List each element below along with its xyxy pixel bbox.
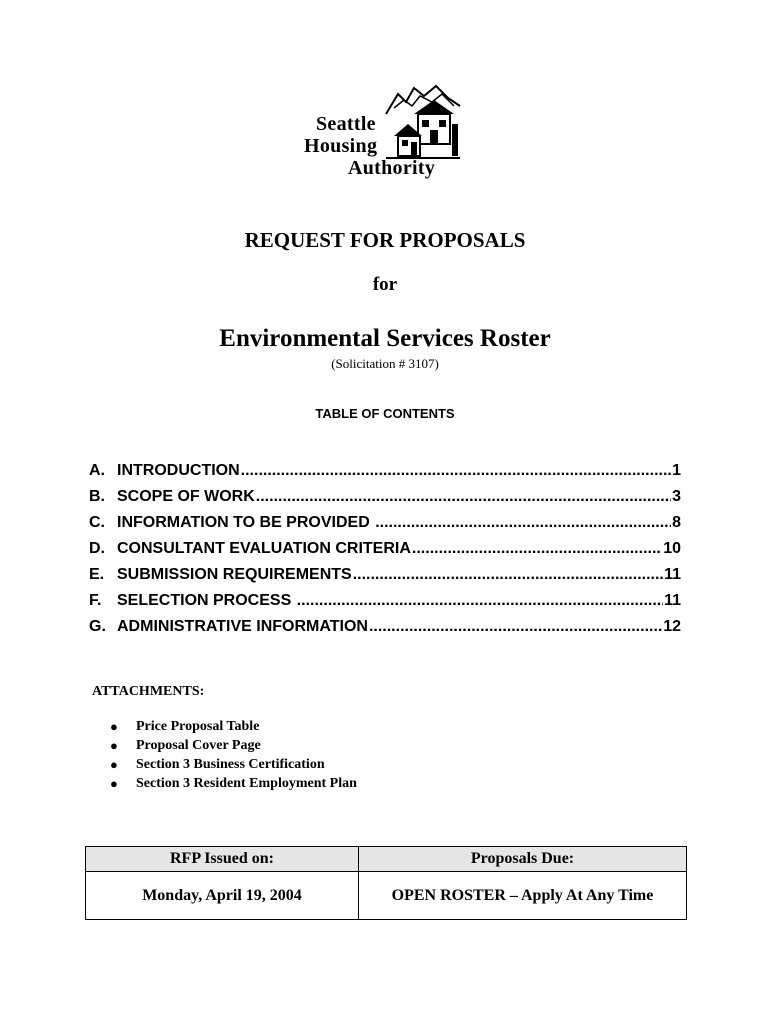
table-header-row: [86, 847, 687, 872]
for-text: for: [372, 274, 398, 295]
toc-leader-dots: [375, 514, 671, 532]
bullet-icon: ●: [110, 775, 118, 791]
rfp-issued-date: Monday, April 19, 2004: [86, 872, 359, 920]
toc-leader-dots: [241, 462, 671, 480]
toc-leader-dots: [369, 618, 662, 636]
toc-label: ADMINISTRATIVE INFORMATION: [117, 618, 368, 635]
toc-label: SUBMISSION REQUIREMENTS: [117, 566, 352, 583]
toc-letter: C.: [89, 514, 105, 531]
attachment-label: Section 3 Business Certification: [136, 756, 325, 772]
logo-word-housing: Housing: [304, 135, 378, 157]
attachment-label: Price Proposal Table: [136, 718, 260, 734]
rfp-issued-header: RFP Issued on:: [86, 847, 359, 872]
proposals-due-value: OPEN ROSTER – Apply At Any Time: [359, 872, 687, 920]
toc-page-number: 10: [663, 540, 681, 557]
toc-entry-selection-process[interactable]: [89, 592, 681, 618]
toc-leader-dots: [297, 592, 663, 610]
toc-letter: F.: [89, 592, 102, 609]
attachment-item: [110, 717, 357, 736]
toc-page-number: 8: [672, 514, 681, 531]
toc-leader-dots: [412, 540, 662, 558]
proposals-due-header: Proposals Due:: [359, 847, 687, 872]
toc-entry-submission-requirements[interactable]: [89, 566, 681, 592]
toc-letter: G.: [89, 618, 106, 635]
toc-entry-consultant-evaluation-criteria[interactable]: [89, 540, 681, 566]
bullet-icon: ●: [110, 737, 118, 753]
toc-letter: E.: [89, 566, 105, 583]
toc-entry-administrative-information[interactable]: [89, 618, 681, 644]
attachment-label: Proposal Cover Page: [136, 737, 261, 753]
solicitation-number: (Solicitation # 3107): [331, 356, 439, 371]
toc-label: INFORMATION TO BE PROVIDED: [117, 514, 375, 531]
attachments-list: [110, 717, 357, 793]
logo-word-seattle: Seattle: [316, 113, 376, 135]
toc-page-number: 11: [664, 566, 681, 583]
toc-page-number: 12: [663, 618, 681, 635]
toc-label: SCOPE OF WORK: [117, 488, 255, 505]
bullet-icon: ●: [110, 718, 118, 734]
toc-entry-scope-of-work[interactable]: [89, 488, 681, 514]
proposal-dates-table: [85, 846, 687, 920]
toc-leader-dots: [256, 488, 671, 506]
toc-entry-information-to-be-provided[interactable]: [89, 514, 681, 540]
toc-letter: D.: [89, 540, 105, 557]
seattle-housing-authority-logo: [298, 84, 463, 184]
toc-label: CONSULTANT EVALUATION CRITERIA: [117, 540, 411, 557]
toc-label: INTRODUCTION: [117, 462, 240, 479]
attachment-item: [110, 755, 357, 774]
house-and-mountain-icon: [384, 84, 462, 164]
toc-heading: TABLE OF CONTENTS: [315, 406, 455, 421]
toc-letter: B.: [89, 488, 105, 505]
bullet-icon: ●: [110, 756, 118, 772]
toc-label: SELECTION PROCESS: [117, 592, 296, 609]
toc-letter: A.: [89, 462, 105, 479]
toc-leader-dots: [353, 566, 663, 584]
document-subject: Environmental Services Roster: [219, 325, 551, 352]
attachment-item: [110, 736, 357, 755]
attachment-item: [110, 774, 357, 793]
table-of-contents: [89, 462, 681, 644]
table-row: [86, 872, 687, 920]
attachment-label: Section 3 Resident Employment Plan: [136, 775, 357, 791]
logo-word-authority: Authority: [348, 157, 436, 179]
toc-page-number: 11: [664, 592, 681, 609]
toc-page-number: 1: [672, 462, 681, 479]
toc-entry-introduction[interactable]: [89, 462, 681, 488]
attachments-heading: ATTACHMENTS:: [92, 684, 205, 699]
toc-page-number: 3: [672, 488, 681, 505]
document-title: REQUEST FOR PROPOSALS: [244, 228, 526, 252]
